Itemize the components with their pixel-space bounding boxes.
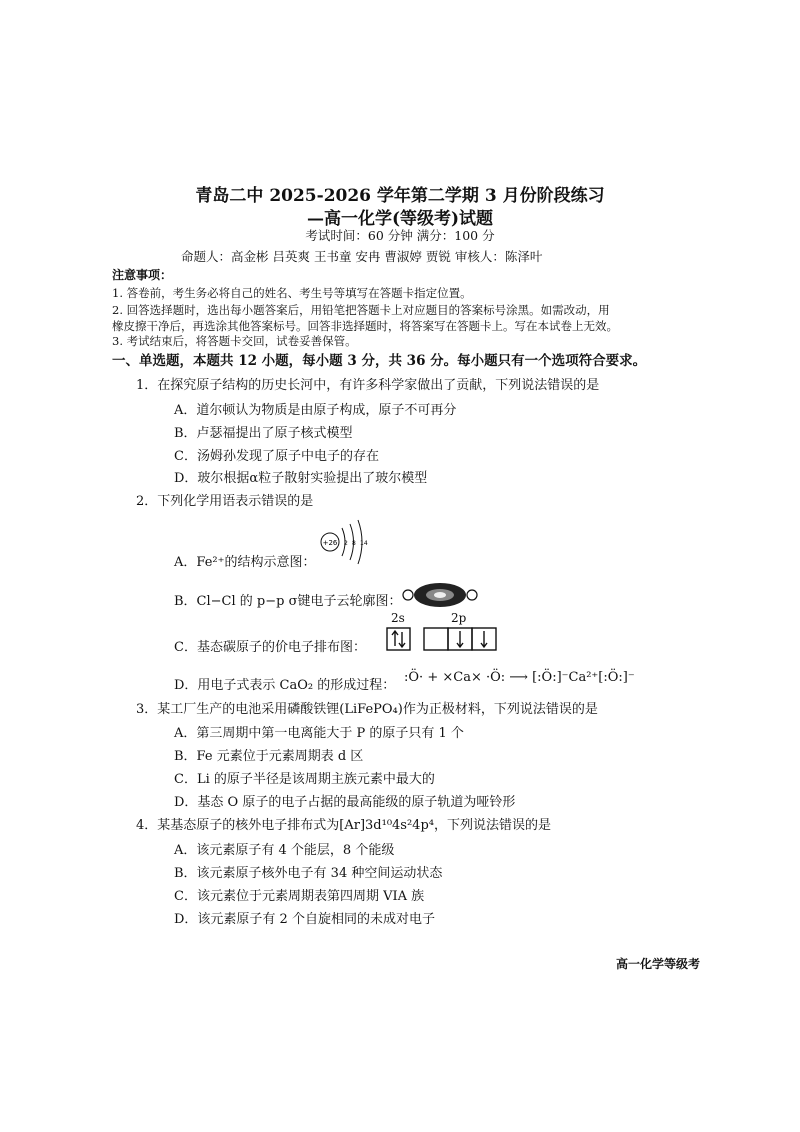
calcium-atom: ×Ca× [442, 670, 482, 685]
orbital-label-2p: 2p [451, 611, 467, 625]
exam-title: 青岛二中 2025-2026 学年第二学期 3 月份阶段练习 [195, 186, 605, 206]
reaction-arrow: ⟶ [509, 670, 528, 685]
option-b: B．该元素原子核外电子有 34 种空间运动状态 [174, 866, 443, 881]
option-d: D．该元素原子有 2 个自旋相同的未成对电子 [174, 912, 435, 927]
option-a: A．Fe²⁺的结构示意图： [174, 555, 316, 570]
note-item: 2. 回答选择题时，选出每小题答案后，用铅笔把答题卡上对应题目的答案标号涂黑。如需改动，用 [112, 303, 610, 317]
shell-count: 8 [352, 540, 356, 547]
question-stem: 2．下列化学用语表示错误的是 [136, 494, 314, 509]
electron-cloud-image [400, 580, 480, 610]
exam-subtitle: —高一化学(等级考)试题 [306, 209, 494, 229]
option-a: A．该元素原子有 4 个能层，8 个能级 [174, 843, 395, 858]
plus-sign: + [427, 670, 439, 685]
page-footer: 高一化学等级考 [616, 957, 701, 971]
note-item: 1. 答卷前，考生务必将自己的姓名、考生号等填写在答题卡指定位置。 [112, 286, 472, 300]
exam-info: 考试时间：60 分钟 满分：100 分 [305, 228, 495, 243]
oxygen-atom: ·Ö: [485, 670, 506, 685]
option-c: C．Li 的原子半径是该周期主族元素中最大的 [174, 772, 435, 787]
question-stem: 3．某工厂生产的电池采用磷酸铁锂(LiFePO₄)作为正极材料，下列说法错误的是 [136, 702, 598, 717]
option-d: D．用电子式表示 CaO₂ 的形成过程： [174, 678, 396, 693]
electron-formula [404, 670, 635, 685]
option-a: A．第三周期中第一电离能大于 P 的原子只有 1 个 [174, 726, 464, 741]
authors-line: 命题人：高金彬 吕英爽 王书童 安冉 曹淑婷 贾锐 审核人：陈泽叶 [181, 249, 543, 264]
option-b: B．卢瑟福提出了原子核式模型 [174, 426, 353, 441]
note-item: 3. 考试结束后，将答题卡交回，试卷妥善保管。 [112, 334, 357, 348]
option-d: D．基态 O 原子的电子占据的最高能级的原子轨道为哑铃形 [174, 795, 516, 810]
shell-count: 14 [360, 540, 368, 547]
orbital-label-2s: 2s [391, 611, 405, 625]
option-d: D．玻尔根据α粒子散射实验提出了玻尔模型 [174, 471, 428, 486]
section-heading: 一、单选题，本题共 12 小题，每小题 3 分，共 36 分。每小题只有一个选项符合要求。 [112, 353, 647, 369]
oxygen-atom: :Ö· [404, 670, 424, 685]
option-c: C．该元素位于元素周期表第四周期 VIA 族 [174, 889, 425, 904]
note-item: 橡皮擦干净后，再选涂其他答案标号。回答非选择题时，将答案写在答题卡上。写在本试卷上无效。 [112, 319, 618, 333]
option-b: B．Cl−Cl 的 p−p σ键电子云轮廓图： [174, 594, 402, 609]
atomic-structure-diagram [318, 520, 378, 570]
orbital-diagram [386, 627, 502, 653]
product-formula: [:Ö:]⁻Ca²⁺[:Ö:]⁻ [532, 670, 635, 685]
option-c: C．基态碳原子的价电子排布图： [174, 640, 366, 655]
notes-heading: 注意事项： [112, 268, 173, 282]
shell-count: 2 [344, 540, 348, 547]
nucleus-charge: +26 [322, 539, 338, 547]
option-c: C．汤姆孙发现了原子中电子的存在 [174, 449, 379, 464]
option-a: A．道尔顿认为物质是由原子构成，原子不可再分 [174, 403, 457, 418]
option-b: B．Fe 元素位于元素周期表 d 区 [174, 749, 364, 764]
question-stem: 4．某基态原子的核外电子排布式为[Ar]3d¹⁰4s²4p⁴，下列说法错误的是 [136, 818, 551, 833]
question-stem: 1．在探究原子结构的历史长河中，有许多科学家做出了贡献，下列说法错误的是 [136, 378, 600, 393]
